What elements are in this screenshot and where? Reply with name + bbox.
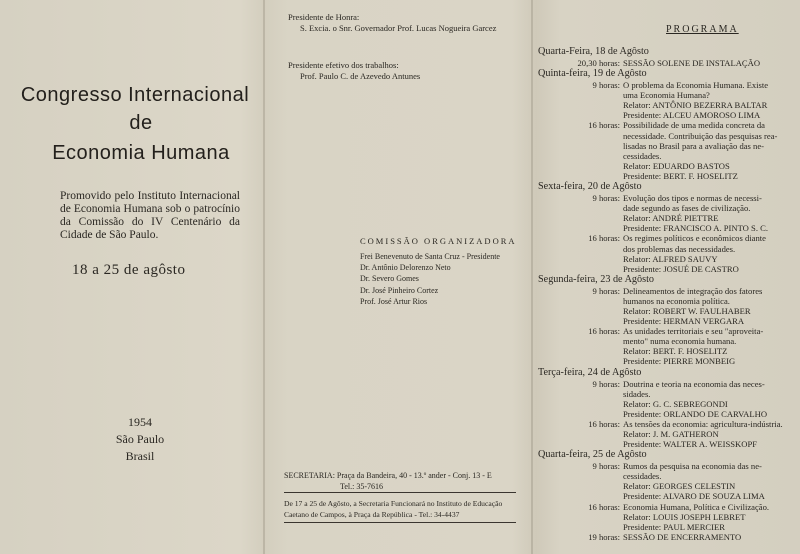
program-time: 9 horas: bbox=[592, 285, 620, 296]
cover-title-line2: de bbox=[129, 112, 153, 134]
program-time bbox=[538, 141, 623, 151]
program-text: cessidades. bbox=[623, 150, 662, 161]
comissao-member: Dr. Severo Gomes bbox=[360, 274, 419, 284]
footer-line2: Caetano de Campos, à Praça da República - Tel.: 34-4437 bbox=[284, 510, 460, 519]
program-time bbox=[538, 512, 623, 522]
footer-note bbox=[284, 498, 524, 520]
cover-city: São Paulo bbox=[115, 432, 165, 446]
divider bbox=[284, 492, 516, 493]
program-time bbox=[538, 244, 623, 254]
program-text: SESSÃO DE ENCERRAMENTO bbox=[623, 531, 742, 542]
comissao-member: Dr. José Pinheiro Cortez bbox=[360, 285, 439, 295]
cover-country: Brasil bbox=[125, 449, 155, 463]
program-line bbox=[538, 502, 794, 512]
program-time bbox=[538, 409, 623, 419]
program-time bbox=[538, 100, 623, 110]
fold-line bbox=[531, 0, 533, 554]
program-text: Relator: BERT. F. HOSELITZ bbox=[623, 346, 728, 357]
program-time bbox=[538, 254, 623, 264]
program-line bbox=[538, 356, 794, 366]
program-time bbox=[538, 110, 623, 120]
program-time bbox=[538, 399, 623, 409]
program-text: Presidente: PAUL MERCIER bbox=[623, 521, 726, 532]
program-text: Relator: LOUIS JOSEPH LEBRET bbox=[623, 511, 746, 522]
fold-line bbox=[263, 0, 265, 554]
program-text: dos problemas das necessidades. bbox=[623, 243, 736, 254]
program-line bbox=[538, 439, 794, 449]
comissao-member: Prof. José Artur Rios bbox=[360, 296, 428, 306]
program-line bbox=[538, 296, 794, 306]
program-text: O problema da Economia Humana. Existe bbox=[623, 80, 769, 91]
program-time bbox=[538, 491, 623, 501]
comissao-member: Dr. Antônio Delorenzo Neto bbox=[360, 263, 451, 273]
presidente-efetivo-label: Presidente efetivo dos trabalhos: bbox=[288, 60, 399, 70]
program-line bbox=[538, 306, 794, 316]
cover-panel bbox=[0, 0, 262, 554]
program-day-heading: Sexta-feira, 20 de Agôsto bbox=[538, 181, 642, 193]
program-line bbox=[538, 233, 794, 243]
program-time: 16 horas: bbox=[588, 501, 620, 512]
divider bbox=[284, 522, 516, 523]
secretaria-address: SECRETARIA: Praça da Bandeira, 40 - 13.º ander - Conj. 13 - E bbox=[284, 471, 492, 480]
program-text: Presidente: ORLANDO DE CARVALHO bbox=[623, 408, 768, 419]
presidente-efetivo-name: Prof. Paulo C. de Azevedo Antunes bbox=[300, 71, 421, 81]
program-time bbox=[538, 90, 623, 100]
program-line bbox=[538, 171, 794, 181]
comissao-list bbox=[360, 251, 500, 307]
program-line bbox=[538, 264, 794, 274]
program-line bbox=[538, 110, 794, 120]
presidente-honra bbox=[288, 12, 496, 34]
program-time bbox=[538, 264, 623, 274]
program-line bbox=[538, 429, 794, 439]
officials-panel bbox=[266, 0, 530, 554]
program-line bbox=[538, 223, 794, 233]
comissao-member: Frei Benevenuto de Santa Cruz - Presidente bbox=[360, 252, 500, 261]
program-text: mento" numa economia humana. bbox=[623, 336, 737, 347]
program-time: 9 horas: bbox=[592, 461, 620, 472]
program-text: Presidente: BERT. F. HOSELITZ bbox=[623, 170, 738, 181]
program-time bbox=[538, 213, 623, 223]
program-line bbox=[538, 161, 794, 171]
program-line bbox=[538, 326, 794, 336]
program-time: 20,30 horas: bbox=[577, 58, 620, 68]
program-line bbox=[538, 379, 794, 389]
program-time bbox=[538, 316, 623, 326]
program-text: Presidente: ALCEU AMOROSO LIMA bbox=[623, 110, 761, 121]
program-line bbox=[538, 58, 794, 68]
presidente-efetivo bbox=[288, 60, 420, 82]
program-time bbox=[538, 223, 623, 233]
program-text: As tensões da economia: agricultura-indústria. bbox=[623, 418, 783, 429]
program-text: Relator: ANDRÉ PIETTRE bbox=[623, 213, 719, 224]
program-line bbox=[538, 316, 794, 326]
program-line bbox=[538, 193, 794, 203]
program-time bbox=[538, 131, 623, 141]
program-text: SESSÃO SOLENE DE INSTALAÇÃO bbox=[623, 58, 761, 68]
program-text: Relator: ANTÔNIO BEZERRA BALTAR bbox=[623, 100, 768, 111]
program-day-heading: Segunda-feira, 23 de Agôsto bbox=[538, 273, 654, 285]
cover-dates: 18 a 25 de agôsto bbox=[72, 262, 186, 278]
program-time: 16 horas: bbox=[588, 233, 620, 244]
program-day-heading: Quarta-Feira, 18 de Agôsto bbox=[538, 46, 649, 57]
program-line bbox=[538, 399, 794, 409]
program-line bbox=[538, 203, 794, 213]
program-line bbox=[538, 481, 794, 491]
program-time: 16 horas: bbox=[588, 326, 620, 337]
cover-title-line3: Economia Humana bbox=[52, 142, 230, 164]
comissao-title: COMISSÃO ORGANIZADORA bbox=[360, 236, 517, 246]
program-line bbox=[538, 100, 794, 110]
footer-line1: De 17 a 25 de Agôsto, a Secretaria Funcionará no Instituto de Educação bbox=[284, 499, 503, 508]
program-time bbox=[538, 336, 623, 346]
program-line bbox=[538, 120, 794, 130]
program-day-heading: Quarta-feira, 25 de Agôsto bbox=[538, 449, 647, 461]
program-text: Doutrina e teoria na economia das neces- bbox=[623, 378, 765, 389]
program-time bbox=[538, 471, 623, 481]
program-time bbox=[538, 296, 623, 306]
program-line bbox=[538, 90, 794, 100]
program-text: Presidente: FRANCISCO A. PINTO S. C. bbox=[623, 223, 768, 234]
program-text: Economia Humana, Política e Civilização. bbox=[623, 501, 770, 512]
program-day-heading: Terça-feira, 24 de Agôsto bbox=[538, 366, 642, 378]
cover-promo-text: Promovido pelo Instituto Internacional de Economia Humana sob o patrocínio da Comissão do IV Centenário da Cidade de São Paulo. bbox=[60, 190, 240, 241]
program-time: 16 horas: bbox=[588, 418, 620, 429]
program-time bbox=[538, 306, 623, 316]
program-line bbox=[538, 286, 794, 296]
program-time: 16 horas: bbox=[588, 120, 620, 131]
program-text: Os regimes políticos e econômicos diante bbox=[623, 233, 766, 244]
program-text: Relator: EDUARDO BASTOS bbox=[623, 160, 730, 171]
program-line bbox=[538, 409, 794, 419]
program-day-heading: Quinta-feira, 19 de Agôsto bbox=[538, 68, 647, 80]
program-text: Evolução dos tipos e normas de necessi- bbox=[623, 193, 762, 204]
program-line bbox=[538, 213, 794, 223]
program-line bbox=[538, 346, 794, 356]
program-text: Relator: J. M. GATHERON bbox=[623, 429, 719, 439]
program-line bbox=[538, 461, 794, 471]
cover-year: 1954 bbox=[128, 415, 152, 429]
program-line bbox=[538, 80, 794, 90]
program-text: Presidente: ALVARO DE SOUZA LIMA bbox=[623, 491, 765, 502]
program-text: sidades. bbox=[623, 388, 651, 399]
program-text: humanos na economia política. bbox=[623, 295, 730, 306]
program-text: Possibilidade de uma medida concreta da bbox=[623, 120, 765, 131]
program-line bbox=[538, 244, 794, 254]
program-line bbox=[538, 141, 794, 151]
program-line bbox=[538, 491, 794, 501]
program-text: Relator: GEORGES CELESTIN bbox=[623, 481, 736, 492]
cover-title-line1: Congresso Internacional bbox=[20, 84, 250, 106]
program-time bbox=[538, 356, 623, 366]
program-line bbox=[538, 151, 794, 161]
program-text: Delineamentos de integração dos fatores bbox=[623, 285, 763, 296]
program-line bbox=[538, 419, 794, 429]
presidente-honra-label: Presidente de Honra: bbox=[288, 12, 360, 22]
program-time bbox=[538, 439, 623, 449]
program-text: uma Economia Humana? bbox=[623, 90, 710, 101]
program-time bbox=[538, 522, 623, 532]
program-text: necessidade. Contribuição das pesquisas rea- bbox=[623, 130, 778, 141]
presidente-honra-name: S. Excia. o Snr. Governador Prof. Lucas Nogueira Garcez bbox=[300, 23, 497, 33]
program-text: Presidente: JOSUÉ DE CASTRO bbox=[623, 263, 739, 274]
program-time bbox=[538, 161, 623, 171]
program-time bbox=[538, 346, 623, 356]
cover-imprint bbox=[100, 414, 180, 465]
programa-panel bbox=[534, 0, 800, 554]
secretaria-tel: Tel.: 35-7616 bbox=[340, 482, 383, 491]
program-time: 19 horas: bbox=[588, 531, 620, 542]
programa-title: PROGRAMA bbox=[666, 24, 739, 35]
program-line bbox=[538, 336, 794, 346]
program-time bbox=[538, 203, 623, 213]
programa-schedule bbox=[538, 46, 794, 542]
program-line bbox=[538, 254, 794, 264]
program-text: cessidades. bbox=[623, 471, 662, 482]
program-text: Relator: G. C. SEBREGONDI bbox=[623, 398, 728, 409]
program-line bbox=[538, 532, 794, 542]
program-text: Presidente: WALTER A. WEISSKOPF bbox=[623, 439, 758, 450]
program-text: dade segundo as fases de civilização. bbox=[623, 203, 751, 214]
program-time bbox=[538, 389, 623, 399]
program-text: As unidades territoriais e seu "aproveita- bbox=[623, 326, 764, 337]
secretaria bbox=[284, 470, 492, 492]
program-line bbox=[538, 522, 794, 532]
program-time: 9 horas: bbox=[592, 378, 620, 389]
program-text: Relator: ROBERT W. FAULHABER bbox=[623, 305, 751, 316]
program-time bbox=[538, 481, 623, 491]
program-time bbox=[538, 151, 623, 161]
program-line bbox=[538, 131, 794, 141]
program-line bbox=[538, 389, 794, 399]
program-line bbox=[538, 471, 794, 481]
program-line bbox=[538, 512, 794, 522]
program-time: 9 horas: bbox=[592, 193, 620, 204]
program-time bbox=[538, 171, 623, 181]
program-text: Relator: ALFRED SAUVY bbox=[623, 253, 718, 264]
program-text: Rumos da pesquisa na economia das ne- bbox=[623, 461, 762, 472]
program-text: lisadas no Brasil para a avaliação das ne- bbox=[623, 140, 765, 151]
program-text: Presidente: PIERRE MONBEIG bbox=[623, 356, 736, 367]
program-time: 9 horas: bbox=[592, 80, 620, 91]
program-time bbox=[538, 429, 623, 439]
program-text: Presidente: HERMAN VERGARA bbox=[623, 316, 745, 327]
